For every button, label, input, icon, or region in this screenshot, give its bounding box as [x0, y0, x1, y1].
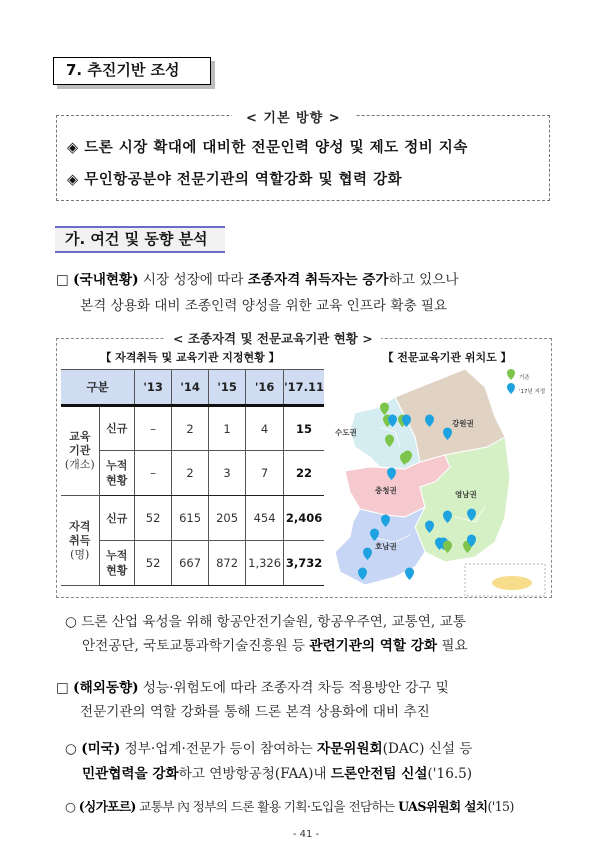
new-pin-icon	[507, 383, 515, 394]
cell: 1	[209, 406, 246, 451]
overseas-line-2: 전문기관의 역할 강화를 통해 드론 본격 상용화에 대비 추진	[80, 704, 430, 720]
overseas-tag: (해외동향)	[73, 680, 139, 696]
usa-text: 하고 연방항공청(FAA)내	[178, 766, 331, 782]
circle-marker: ○	[65, 741, 77, 757]
region-label: 영남권	[455, 490, 477, 499]
industry-line-1	[65, 610, 466, 630]
map-caption: 【 전문교육기관 위치도 】	[382, 351, 512, 364]
table-caption: 【 자격취득 및 교육기관 지정현황 】	[100, 351, 280, 364]
status-box-label: < 조종자격 및 전문교육기관 현황 >	[165, 329, 381, 347]
cell: 872	[209, 541, 246, 586]
stats-table	[61, 369, 324, 586]
singapore-emphasis: UAS위원회 설치	[398, 799, 488, 814]
cell: 15	[284, 406, 324, 451]
usa-text: ('16.5)	[427, 766, 473, 782]
usa-tag: (미국)	[81, 741, 121, 757]
domestic-text: 시장 성장에 따라	[138, 272, 248, 288]
status-box	[56, 331, 552, 598]
group-name: 교육 기관	[69, 430, 91, 457]
group-label	[61, 406, 99, 496]
usa-emphasis: 민관협력을 강화	[82, 766, 179, 782]
cell: 205	[209, 496, 246, 541]
cell: 22	[284, 451, 324, 496]
usa-emphasis: 자문위원회	[316, 741, 383, 757]
cell: –	[135, 451, 172, 496]
table-row	[61, 541, 324, 586]
existing-pin-icon	[507, 369, 515, 380]
group-name: 자격 취득	[69, 519, 91, 547]
cell: 2	[172, 406, 209, 451]
overseas-line-1	[56, 676, 449, 696]
cell: 3,732	[284, 541, 324, 586]
group-label	[61, 496, 99, 586]
cell: 4	[246, 406, 284, 451]
cell: 52	[135, 541, 172, 586]
group-unit: (개소)	[64, 458, 95, 471]
map-legend	[507, 369, 545, 395]
table-row	[61, 496, 324, 541]
page-number: - 41 -	[292, 829, 320, 840]
region-label: 강원권	[452, 419, 474, 428]
cell: –	[135, 406, 172, 451]
usa-emphasis: 드론안전팀 신설	[330, 766, 428, 782]
industry-line-2	[82, 634, 468, 654]
circle-marker: ○	[65, 799, 76, 814]
domestic-line-2: 본격 상용화 대비 조종인력 양성을 위한 교육 인프라 확충 필요	[80, 298, 448, 314]
domestic-line-1	[56, 268, 459, 288]
section-title: 7. 추진기반 조성	[53, 57, 211, 85]
singapore-tag: (싱가포르)	[78, 799, 136, 814]
singapore-line	[65, 796, 514, 815]
checkbox-marker: □	[56, 272, 69, 288]
group-unit: (명)	[70, 547, 90, 561]
table-row	[61, 406, 324, 451]
basic-direction-box	[56, 111, 550, 201]
header-year: '15	[209, 370, 246, 406]
korea-map	[325, 367, 551, 597]
legend-label: 기존	[519, 375, 530, 381]
row-label: 누적 현황	[99, 541, 135, 586]
cell: 7	[246, 451, 284, 496]
overseas-text: 성능·위험도에 따라 조종자격 차등 적용방안 강구 및	[138, 680, 449, 696]
region-label: 충청권	[375, 486, 397, 495]
basic-direction-item: ◈ 드론 시장 확대에 대비한 전문인력 양성 및 제도 정비 지속	[67, 140, 468, 156]
header-year: '17.11	[284, 370, 324, 406]
singapore-text: 교통부 內 정부의 드론 활용 기획·도입을 전담하는	[135, 799, 399, 814]
cell: 52	[135, 496, 172, 541]
cell: 615	[172, 496, 209, 541]
header-year: '16	[246, 370, 284, 406]
row-label: 신규	[99, 406, 135, 451]
basic-direction-item: ◈ 무인항공분야 전문기관의 역할강화 및 협력 강화	[67, 172, 403, 188]
industry-text: 필요	[437, 638, 468, 654]
cell: 667	[172, 541, 209, 586]
cell: 2,406	[284, 496, 324, 541]
header-year: '14	[172, 370, 209, 406]
header-year: '13	[135, 370, 172, 406]
row-label: 누적 현황	[99, 451, 135, 496]
table-row	[61, 451, 324, 496]
singapore-text: ('15)	[487, 799, 514, 814]
subsection-title: 가. 여건 및 동향 분석	[55, 226, 225, 253]
cell: 3	[209, 451, 246, 496]
industry-text: 안전공단, 국토교통과학기술진흥원 등	[82, 638, 310, 654]
usa-line-1	[65, 737, 472, 757]
domestic-emphasis: 조종자격 취득자는 증가	[247, 272, 389, 288]
region-label: 호남권	[375, 542, 397, 551]
usa-line-2	[82, 762, 472, 782]
industry-text: 드론 산업 육성을 위해 항공안전기술원, 항공우주연, 교통연, 교통	[81, 614, 466, 630]
circle-marker: ○	[65, 614, 77, 630]
usa-text: (DAC) 신설 등	[382, 741, 473, 757]
industry-emphasis: 관련기관의 역할 강화	[309, 638, 438, 654]
legend-label: '17년 지정	[519, 389, 546, 395]
checkbox-marker: □	[56, 680, 69, 696]
new-institution-pin-icon	[405, 568, 414, 581]
header-group: 구분	[61, 370, 135, 406]
table-header-row	[61, 370, 324, 406]
domestic-tag: (국내현황)	[73, 272, 139, 288]
basic-direction-label: < 기본 방향 >	[232, 107, 355, 126]
cell: 454	[246, 496, 284, 541]
row-label: 신규	[99, 496, 135, 541]
domestic-text: 하고 있으나	[388, 272, 459, 288]
region-label: 수도권	[335, 428, 357, 437]
usa-text: 정부·업계·전문가 등이 참여하는	[120, 741, 317, 757]
region-jeju	[492, 576, 532, 590]
cell: 2	[172, 451, 209, 496]
cell: 1,326	[246, 541, 284, 586]
